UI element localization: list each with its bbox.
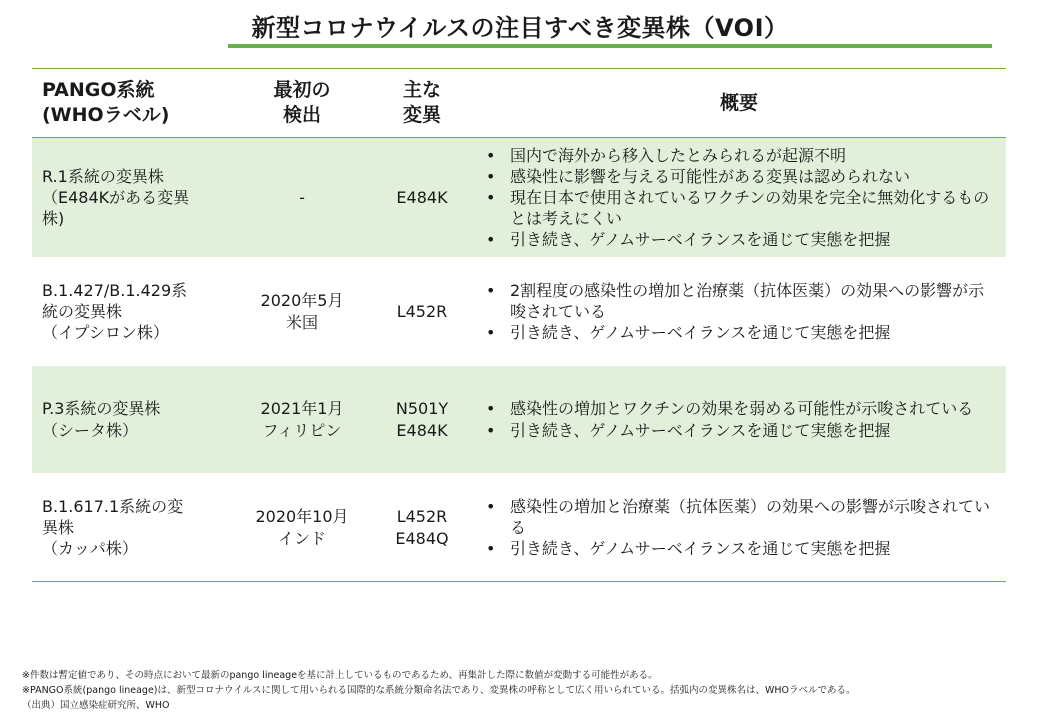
footnotes <box>22 668 1032 713</box>
footnote-provisional: ※件数は暫定値であり、その時点において最新のpango lineageを基に計上しているものであるため、再集計した際に数値が変動する可能性がある。 <box>22 670 658 681</box>
summary-item: • 引き続き、ゲノムサーベイランスを通じて実態を把握 <box>478 420 1000 441</box>
summary-item: • 国内で海外から移入したとみられるが起源不明 <box>478 145 1000 166</box>
summary-list <box>478 398 1000 440</box>
table-row <box>32 138 1006 258</box>
summary-item: • 感染性に影響を与える可能性がある変異は認められない <box>478 166 1000 187</box>
cell-lineage: B.1.427/B.1.429系 統の変異株 （イプシロン株） <box>32 258 232 366</box>
voi-table <box>32 68 1006 582</box>
footnote-source: （出典）国立感染症研究所、WHO <box>22 700 170 711</box>
summary-list <box>478 145 1000 251</box>
cell-summary <box>472 258 1006 366</box>
summary-item: • 引き続き、ゲノムサーベイランスを通じて実態を把握 <box>478 322 1000 343</box>
header-main-mutation: 主な 変異 <box>372 69 472 138</box>
table-row <box>32 366 1006 474</box>
header-pango-lineage: PANGO系統 (WHOラベル) <box>32 69 232 138</box>
cell-mutation: L452R E484Q <box>372 474 472 582</box>
footnote-pango: ※PANGO系統(pango lineage)は、新型コロナウイルスに関して用いられる国際的な系統分類命名法であり、変異株の呼称として広く用いられている。括弧内の変異株名は、WHOラベルである。 <box>22 685 856 696</box>
cell-lineage: R.1系統の変異株 （E484Kがある変異 株) <box>32 138 232 258</box>
cell-mutation: E484K <box>372 138 472 258</box>
header-summary: 概要 <box>472 69 1006 138</box>
summary-item: • 現在日本で使用されているワクチンの効果を完全に無効化するものとは考えにくい <box>478 187 1000 229</box>
table-row <box>32 474 1006 582</box>
cell-first-detection: 2020年5月 米国 <box>232 258 372 366</box>
page-title: 新型コロナウイルスの注目すべき変異株（VOI） <box>251 14 789 42</box>
title-underline <box>228 44 992 48</box>
table-row <box>32 258 1006 366</box>
cell-summary <box>472 474 1006 582</box>
summary-list <box>478 496 1000 559</box>
cell-first-detection: 2020年10月 インド <box>232 474 372 582</box>
cell-first-detection: 2021年1月 フィリピン <box>232 366 372 474</box>
cell-summary <box>472 366 1006 474</box>
cell-lineage: P.3系統の変異株 （シータ株） <box>32 366 232 474</box>
cell-mutation: L452R <box>372 258 472 366</box>
summary-item: • 引き続き、ゲノムサーベイランスを通じて実態を把握 <box>478 229 1000 250</box>
cell-first-detection: - <box>232 138 372 258</box>
summary-item: • 引き続き、ゲノムサーベイランスを通じて実態を把握 <box>478 538 1000 559</box>
cell-lineage: B.1.617.1系統の変 異株 （カッパ株） <box>32 474 232 582</box>
summary-item: • 感染性の増加と治療薬（抗体医薬）の効果への影響が示唆されている <box>478 496 1000 538</box>
summary-item: • 感染性の増加とワクチンの効果を弱める可能性が示唆されている <box>478 398 1000 419</box>
table-header-row <box>32 69 1006 138</box>
summary-list <box>478 280 1000 343</box>
summary-item: • 2割程度の感染性の増加と治療薬（抗体医薬）の効果への影響が示唆されている <box>478 280 1000 322</box>
cell-summary <box>472 138 1006 258</box>
header-first-detection: 最初の 検出 <box>232 69 372 138</box>
cell-mutation: N501Y E484K <box>372 366 472 474</box>
